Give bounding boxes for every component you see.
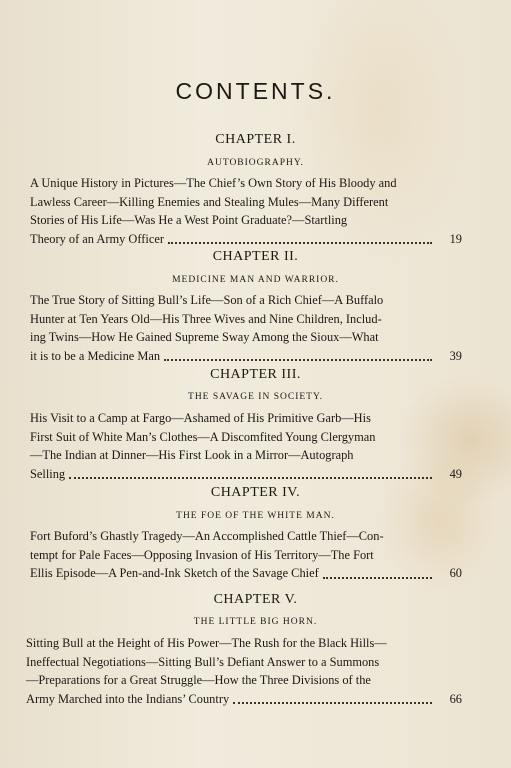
entry-line: The True Story of Sitting Bull’s Life—Son of a Rich Chief—A Buffalo xyxy=(30,293,384,307)
entry-line: tempt for Pale Faces—Opposing Invasion of His Territory—The Fort xyxy=(30,547,374,562)
entry-line: Lawless Career—Killing Enemies and Stealing Mules—Many Different xyxy=(30,194,389,209)
chapter-subtitle-1: AUTOBIOGRAPHY. xyxy=(207,158,304,168)
chapter-entry-2 xyxy=(30,291,462,365)
chapter-heading-3: CHAPTER III. xyxy=(210,367,301,382)
page-number: 49 xyxy=(449,466,462,481)
chapter-entry-3 xyxy=(30,409,462,483)
dot-leader xyxy=(69,476,432,479)
entry-line: Ellis Episode—A Pen-and-Ink Sketch of the Savage Chief xyxy=(30,566,319,580)
entry-line: Army Marched into the Indians’ Country xyxy=(26,691,230,706)
dot-leader xyxy=(164,358,432,361)
entry-line: Sitting Bull at the Height of His Power—The Rush for the Black Hills— xyxy=(26,636,387,650)
entry-last-line xyxy=(30,465,462,484)
page-number: 60 xyxy=(449,566,462,580)
dot-leader xyxy=(323,576,432,579)
entry-line: Hunter at Ten Years Old—His Three Wives and Nine Children, Includ- xyxy=(30,311,382,326)
dot-leader xyxy=(168,241,432,244)
page-number: 39 xyxy=(449,348,462,363)
chapter-heading-4: CHAPTER IV. xyxy=(210,485,301,500)
page-number: 19 xyxy=(449,231,462,246)
chapter-subtitle-4: THE FOE OF THE WHITE MAN. xyxy=(176,511,335,521)
chapter-subtitle-3: THE SAVAGE IN SOCIETY. xyxy=(188,392,323,402)
chapter-subtitle-2: MEDICINE MAN AND WARRIOR. xyxy=(172,275,339,285)
page-title: CONTENTS. xyxy=(175,78,336,104)
entry-line: —The Indian at Dinner—His First Look in a Mirror—Autograph xyxy=(30,448,354,462)
entry-line: it is to be a Medicine Man xyxy=(30,348,161,363)
entry-line: Theory of an Army Officer xyxy=(30,231,164,246)
chapter-subtitle-5: THE LITTLE BIG HORN. xyxy=(193,617,318,627)
entry-line: ing Twins—How He Gained Supreme Sway Among the Sioux—What xyxy=(30,330,379,344)
chapter-entry-1 xyxy=(30,174,462,248)
chapter-entry-5 xyxy=(26,634,462,708)
entry-line: Ineffectual Negotiations—Sitting Bull’s Defiant Answer to a Summons xyxy=(26,654,380,669)
chapter-entry-4 xyxy=(30,527,462,583)
entry-last-line xyxy=(30,564,462,583)
chapter-heading-1: CHAPTER I. xyxy=(215,132,296,147)
entry-line: Fort Buford’s Ghastly Tragedy—An Accomplished Cattle Thief—Con- xyxy=(30,529,384,543)
entry-last-line xyxy=(26,690,462,709)
entry-line: —Preparations for a Great Struggle—How the Three Divisions of the xyxy=(26,673,371,687)
chapter-heading-5: CHAPTER V. xyxy=(213,592,298,607)
entry-last-line xyxy=(30,230,462,249)
entry-line: Stories of His Life—Was He a West Point Graduate?—Startling xyxy=(30,213,348,227)
entry-last-line xyxy=(30,347,462,366)
entry-line: A Unique History in Pictures—The Chief’s Own Story of His Bloody and xyxy=(30,176,397,190)
entry-line: His Visit to a Camp at Fargo—Ashamed of His Primitive Garb—His xyxy=(30,411,371,425)
chapter-heading-2: CHAPTER II. xyxy=(212,249,299,264)
dot-leader xyxy=(233,701,432,704)
page-number: 66 xyxy=(449,691,462,706)
entry-line: Selling xyxy=(30,466,66,481)
entry-line: First Suit of White Man’s Clothes—A Discomfited Young Clergyman xyxy=(30,429,376,444)
